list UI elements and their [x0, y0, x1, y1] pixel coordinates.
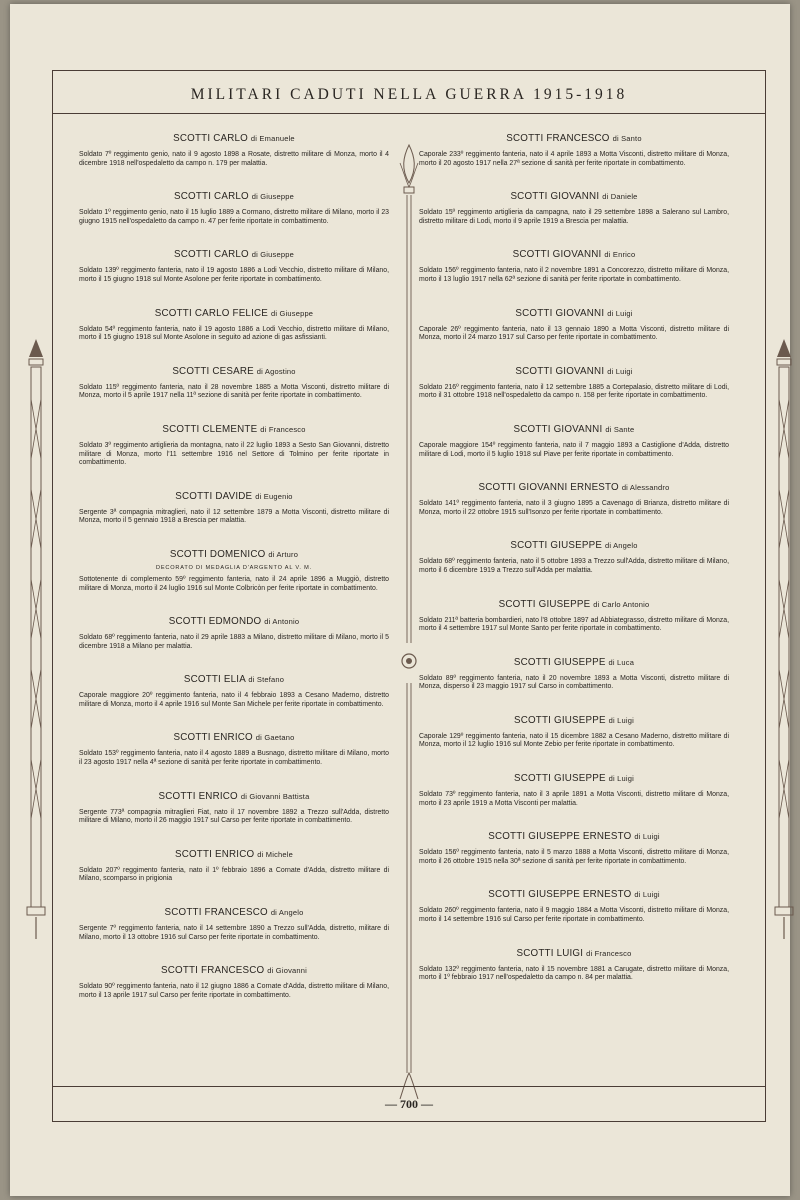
entry-parent: di Luigi: [634, 890, 660, 900]
entry: [79, 791, 389, 826]
entry-parent: di Alessandro: [621, 483, 670, 493]
entry-parent: di Emanuele: [250, 134, 295, 143]
entry: [419, 133, 729, 168]
entry-text: Soldato 260º reggimento fanteria, nato il 9 maggio 1884 a Motta Visconti, distretto militare di Monza, morto il 14 settembre 1916 sul Carso per ferite riportate in combattimento.: [419, 907, 729, 924]
entry-parent: di Giuseppe: [251, 192, 294, 202]
entry-text: Soldato 216º reggimento fanteria, nato il 12 settembre 1885 a Cortepalasio, distretto militare di Lodi, morto il 31 ottobre 1918 nell'ospedaletto da campo n. 158 per ferite riportate in combattimento.: [419, 383, 729, 400]
right-column: [419, 133, 729, 1006]
entry: [419, 831, 729, 866]
entry-name: [419, 715, 729, 726]
entry-name: [419, 366, 729, 377]
entry: [419, 540, 729, 575]
entry-name: [419, 948, 729, 959]
entry: [79, 674, 389, 709]
page-sheet: [10, 4, 790, 1196]
entry-text: Soldato 115º reggimento fanteria, nato il 28 novembre 1885 a Motta Visconti, distretto militare di Monza, morto il 5 aprile 1917 nella 11ª sezione di sanità per ferite riportate in combattimento.: [79, 383, 389, 400]
entry-surname: SCOTTI GIUSEPPE: [513, 656, 606, 668]
entry-text: Sottotenente di complemento 59º reggimento fanteria, nato il 24 aprile 1896 a Muggiò, distretto militare di Monza, morto il 24 luglio 1916 sul Monte Colbricòn per ferite riportate in combattimento.: [79, 575, 389, 592]
entry-parent: di Luigi: [608, 715, 635, 725]
entry-surname: SCOTTI LUIGI: [516, 947, 584, 959]
entry-surname: SCOTTI GIUSEPPE: [498, 598, 591, 610]
entry-text: Soldato 54º reggimento fanteria, nato il 19 agosto 1886 a Lodi Vecchio, distretto militare di Milano, morto il 15 giugno 1918 sul Monte Asolone in seguito ad azione di gas asfissianti.: [79, 325, 389, 342]
entry-parent: di Luigi: [607, 308, 633, 318]
entry-surname: SCOTTI GIOVANNI: [515, 307, 605, 319]
entry-text: Caporale 233º reggimento fanteria, nato il 4 aprile 1893 a Motta Visconti, distretto militare di Monza, morto il 20 agosto 1917 nella 27ª sezione di sanità per ferite riportate in combattimento.: [419, 151, 729, 167]
decorative-column-right-icon: [771, 339, 797, 939]
decorative-column-left-icon: [23, 339, 49, 939]
entry-surname: SCOTTI ELIA: [183, 674, 246, 686]
entry-parent: di Luigi: [634, 832, 660, 842]
entry-name: [419, 540, 729, 551]
entry-parent: di Sante: [605, 424, 635, 434]
entry-parent: di Luigi: [608, 774, 635, 784]
entry-name: [419, 773, 729, 784]
entry: [79, 191, 389, 226]
entry-name: [419, 831, 729, 842]
entry-surname: SCOTTI DAVIDE: [175, 490, 253, 502]
entry-name: [79, 965, 389, 976]
entry-name: [419, 889, 729, 900]
entry-surname: SCOTTI FRANCESCO: [506, 133, 610, 144]
left-column: [79, 133, 389, 1023]
entry: [419, 599, 729, 634]
entry-text: Soldato 1º reggimento genio, nato il 15 luglio 1889 a Cormano, distretto militare di Milano, morto il 23 giugno 1915 nell'ospedaletto da campo n. 47 per ferite riportate in combattimento.: [79, 209, 389, 225]
entry-parent: di Stefano: [248, 675, 285, 685]
entry-text: Soldato 153º reggimento fanteria, nato il 4 agosto 1889 a Busnago, distretto militare di Milano, morto il 23 agosto 1917 nella 4ª sezione di sanità per ferite riportate in combattimento.: [79, 750, 389, 767]
entry-text: Soldato 68º reggimento fanteria, nato il 5 ottobre 1893 a Trezzo sull'Adda, distretto militare di Milano, morto il 6 dicembre 1919 a Trezzo sull'Adda per malattia.: [419, 558, 729, 574]
entry: [79, 965, 389, 1000]
entry-parent: di Francesco: [260, 424, 306, 434]
entry-surname: SCOTTI GIUSEPPE: [513, 714, 606, 726]
entry-name: [419, 191, 729, 202]
entry-parent: di Luca: [608, 657, 635, 667]
entry: [79, 424, 389, 468]
entry-surname: SCOTTI GIUSEPPE: [513, 773, 606, 785]
entry: [79, 732, 389, 767]
entry-surname: SCOTTI CARLO: [174, 191, 249, 203]
entry-surname: SCOTTI GIOVANNI: [513, 423, 603, 435]
entry: [419, 657, 729, 692]
entry-text: Caporale 26º reggimento fanteria, nato il 13 gennaio 1890 a Motta Visconti, distretto militare di Monza, morto il 24 marzo 1917 sul Carso per ferite riportate in combattimento.: [419, 325, 729, 342]
entry-name: [79, 849, 389, 860]
entry-text: Soldato 156º reggimento fanteria, nato il 5 marzo 1888 a Motta Visconti, distretto militare di Monza, morto il 26 ottobre 1915 nella 30ª sezione di sanità per ferite riportate in combattimento.: [419, 849, 729, 865]
entry-name: [419, 657, 729, 668]
entry-parent: di Gaetano: [255, 733, 295, 743]
entry: [79, 308, 389, 343]
entry-text: Soldato 15º reggimento artiglieria da campagna, nato il 29 settembre 1898 a Salerano sul Lambro, distretto militare di Lodi, morto il 9 aprile 1919 a Brescia per malattia.: [419, 209, 729, 225]
entry-surname: SCOTTI EDMONDO: [168, 616, 262, 628]
entry-parent: di Angelo: [270, 908, 304, 918]
entry-surname: SCOTTI GIUSEPPE: [510, 540, 603, 552]
entry-name: [79, 191, 389, 202]
page-header: MILITARI CADUTI NELLA GUERRA 1915-1918: [53, 71, 765, 114]
entry-surname: SCOTTI GIUSEPPE ERNESTO: [488, 831, 632, 843]
entry-surname: SCOTTI CESARE: [172, 365, 254, 377]
entry-name: [79, 491, 389, 502]
entry-text: Soldato 90º reggimento fanteria, nato il 12 giugno 1886 a Cornate d'Adda, distretto militare di Milano, morto il 13 aprile 1917 sul Carso per ferite riportate in combattimento.: [79, 983, 389, 999]
entry-text: Caporale maggiore 154º reggimento fanteria, nato il 7 maggio 1893 a Castiglione d'Adda, distretto militare di Lodi, morto il 5 luglio 1918 sul Piave per ferite riportate in combattimento.: [419, 441, 729, 458]
entry-text: Soldato 139º reggimento fanteria, nato il 19 agosto 1886 a Lodi Vecchio, distretto militare di Milano, morto il 15 giugno 1918 sul Monte Asolone per ferite riportate in combattimento.: [79, 267, 389, 283]
entry: [419, 715, 729, 750]
entry-surname: SCOTTI CARLO: [173, 133, 248, 144]
entry-parent: di Angelo: [605, 541, 638, 551]
entry-parent: di Daniele: [602, 192, 638, 202]
entry-text: Soldato 7º reggimento genio, nato il 9 agosto 1898 a Rosate, distretto militare di Monza, morto il 4 dicembre 1918 nell'ospedaletto da campo n. 179 per malattia.: [79, 151, 389, 167]
entry-name: [79, 907, 389, 918]
entry-parent: di Santo: [612, 134, 642, 143]
entry-parent: di Eugenio: [255, 491, 293, 501]
entry: [79, 907, 389, 942]
entry-name: [419, 482, 729, 493]
entry-parent: di Carlo Antonio: [593, 599, 650, 609]
entry-name: [79, 424, 389, 435]
entry-name: [79, 616, 389, 627]
entry-surname: SCOTTI CARLO: [174, 249, 249, 261]
entry-surname: SCOTTI GIOVANNI: [510, 191, 600, 203]
entry-surname: SCOTTI GIOVANNI ERNESTO: [478, 482, 619, 494]
entry-name: [419, 308, 729, 319]
entry-surname: SCOTTI ENRICO: [173, 732, 253, 744]
entry-name: [79, 366, 389, 377]
entry-surname: SCOTTI DOMENICO: [169, 548, 266, 560]
entry: [419, 482, 729, 517]
entry-name: [79, 133, 389, 144]
entry-surname: SCOTTI ENRICO: [174, 848, 255, 860]
entry-text: Soldato 132º reggimento fanteria, nato il 15 novembre 1881 a Carugate, distretto militare di Monza, morto il 1º febbraio 1917 nell'ospedaletto da campo n. 84 per malattia.: [419, 965, 729, 982]
entry-text: Sergente 3ª compagnia mitraglieri, nato il 12 settembre 1879 a Motta Visconti, distretto militare di Monza, morto il 5 gennaio 1918 a Brescia per malattia.: [79, 508, 389, 525]
entry-surname: SCOTTI FRANCESCO: [164, 907, 268, 919]
entry-parent: di Giovanni: [267, 966, 308, 976]
entry-parent: di Antonio: [264, 617, 300, 627]
entry-parent: di Michele: [257, 849, 294, 859]
entry-surname: SCOTTI FRANCESCO: [160, 965, 265, 977]
entry-parent: di Luigi: [607, 366, 633, 376]
page-number: — 700 —: [53, 1086, 765, 1121]
entry-parent: di Giuseppe: [251, 250, 294, 260]
entry-surname: SCOTTI CLEMENTE: [162, 423, 258, 435]
entry-name: [419, 424, 729, 435]
entry-text: Soldato 68º reggimento fanteria, nato il 29 aprile 1883 a Milano, distretto militare di Milano, morto il 5 dicembre 1918 a Milano per malattia.: [79, 634, 389, 650]
entry: [79, 849, 389, 884]
entry: [419, 773, 729, 808]
entry: [79, 366, 389, 401]
entry: [419, 948, 729, 983]
entry-surname: SCOTTI GIUSEPPE ERNESTO: [488, 889, 632, 901]
entry-text: Soldato 211ª batteria bombardieri, nato l'8 ottobre 1897 ad Abbiategrasso, distretto militare di Monza, morto il 4 settembre 1917 sul Monte Santo per ferite riportate in combattimento.: [419, 616, 729, 633]
entry-name: [79, 791, 389, 802]
entry-name: [79, 674, 389, 685]
entry: [419, 249, 729, 284]
entry: [419, 366, 729, 401]
entry-text: Sergente 7º reggimento fanteria, nato il 14 settembre 1890 a Trezzo sull'Adda, distretto, militare di Milano, morto il 13 ottobre 1916 sul Carso per ferite riportate in combattimento.: [79, 925, 389, 941]
entry-surname: SCOTTI CARLO FELICE: [154, 307, 269, 319]
entry-text: Soldato 207º reggimento fanteria, nato il 1º febbraio 1896 a Cornate d'Adda, distretto militare di Milano, scomparso in prigionia: [79, 866, 389, 883]
entry-name: [419, 599, 729, 610]
entry: [419, 424, 729, 459]
entry: [419, 308, 729, 343]
entry-parent: di Giuseppe: [270, 308, 314, 318]
entry-parent: di Arturo: [268, 549, 299, 559]
entry-name: [79, 549, 389, 560]
entry-name: [79, 732, 389, 743]
entry-surname: SCOTTI ENRICO: [158, 790, 238, 802]
entry: [419, 191, 729, 226]
entry-parent: di Agostino: [256, 366, 296, 376]
entry-text: Sergente 773ª compagnia mitraglieri Fiat, nato il 17 novembre 1892 a Trezzo sull'Adda, distretto militare di Milano, morto il 26 maggio 1917 sul Carso per ferite riportate in combattimento.: [79, 808, 389, 825]
entry-surname: SCOTTI GIOVANNI: [512, 249, 602, 261]
entry: [419, 889, 729, 924]
entry-text: Soldato 89º reggimento fanteria, nato il 20 novembre 1893 a Motta Visconti, distretto militare di Monza, disperso il 23 maggio 1917 sul Carso in combattimento.: [419, 674, 729, 691]
entry-parent: di Francesco: [586, 948, 632, 958]
entry-text: Soldato 3º reggimento artiglieria da montagna, nato il 22 luglio 1893 a Sesto San Giovanni, distretto militare di Monza, morto l'11 settembre 1916 nel Settore di Tolmino per ferite riportate in combattimento.: [79, 441, 389, 467]
entry-text: Soldato 156º reggimento fanteria, nato il 2 novembre 1891 a Concorezzo, distretto militare di Monza, morto il 13 luglio 1917 nella 62ª sezione di sanità per ferite riportate in combattimento.: [419, 267, 729, 283]
entry-name: [419, 133, 729, 144]
entry-text: Soldato 73º reggimento fanteria, nato il 3 aprile 1891 a Motta Visconti, distretto militare di Monza, morto il 23 aprile 1919 a Motta Visconti per malattia.: [419, 791, 729, 807]
entry: [79, 491, 389, 526]
entry: [79, 249, 389, 284]
entry-text: Soldato 141º reggimento fanteria, nato il 3 giugno 1895 a Cavenago di Brianza, distretto militare di Monza, morto il 22 ottobre 1915 sull'Isonzo per ferite riportate in combattimento.: [419, 500, 729, 516]
entry: [79, 549, 389, 593]
entry-name: [79, 308, 389, 319]
entry-name: [79, 249, 389, 260]
entry-text: Caporale 129º reggimento fanteria, nato il 15 dicembre 1882 a Cesano Maderno, distretto militare di Monza, morto il 12 luglio 1916 sul Monte Zebio per ferite riportate in combattimento.: [419, 732, 729, 749]
entry: [79, 616, 389, 651]
center-torch-column-icon: [398, 143, 420, 1103]
entry-parent: di Giovanni Battista: [240, 791, 310, 801]
entry-surname: SCOTTI GIOVANNI: [515, 365, 605, 377]
entry-decoration: DECORATO DI MEDAGLIA D'ARGENTO AL V. M.: [156, 564, 312, 571]
entry: [79, 133, 389, 168]
entry-name: [419, 249, 729, 260]
page-frame: [52, 70, 766, 1122]
entry-text: Caporale maggiore 20º reggimento fanteria, nato il 4 febbraio 1893 a Cesano Maderno, distretto militare di Monza, morto il 4 aprile 1916 sul Monte San Michele per ferite riportate in combattimento.: [79, 692, 389, 708]
entry-parent: di Enrico: [604, 250, 636, 260]
